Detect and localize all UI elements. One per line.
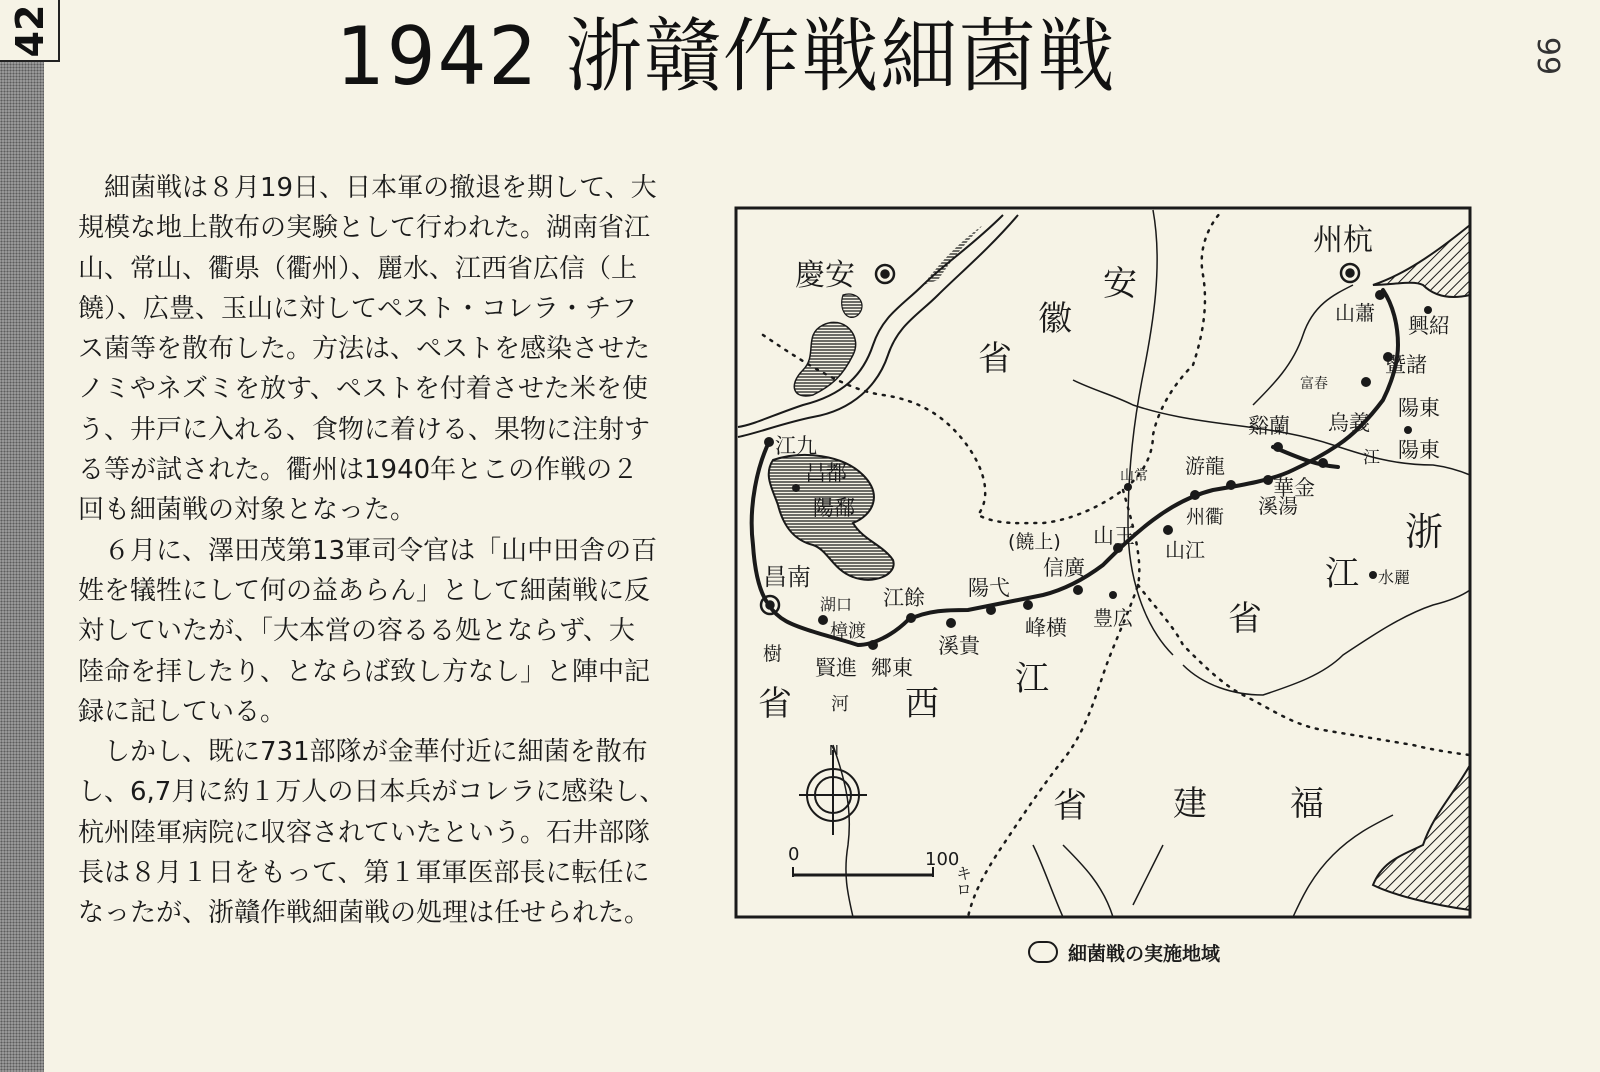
city-longyou: 游龍	[1185, 454, 1225, 478]
fujian-coast	[1373, 765, 1470, 910]
page-title: 1942 浙贛作戦細菌戦	[336, 10, 1117, 103]
label-zhejiang-2: 江	[1325, 554, 1359, 594]
body-text-line: 録に記している。	[78, 696, 287, 727]
river-label-jiang: 江	[1363, 448, 1380, 468]
city-hangzhou: 州杭	[1313, 223, 1373, 258]
body-text-line: 対していたが、「大本営の容るる処とならず、大	[78, 616, 635, 647]
body-text-line: 規模な地上散布の実験として行われた。湖南省江	[78, 213, 651, 244]
label-anhui-1: 安	[1103, 264, 1137, 304]
body-text-line: 長は８月１日をもって、第１軍軍医部長に転任に	[78, 858, 650, 889]
body-text-line: 饒）、広豊、玉山に対してペスト・コレラ・チフ	[78, 293, 638, 324]
city-guixi: 溪貴	[938, 634, 980, 658]
city-poyang: 陽鄱	[813, 496, 855, 520]
city-zhangshudu: 樟渡	[830, 621, 866, 642]
body-text-line: 姓を犠牲にして何の益あらん」として細菌戦に反	[78, 575, 651, 606]
body-text-line: 陸命を拝したり、とならば致し方なし」と陣中記	[78, 656, 651, 687]
label-jiangxi-3: 省	[758, 684, 792, 724]
scale-unit: キロ	[953, 865, 973, 897]
map-legend	[1028, 936, 1220, 968]
city-jiujiang: 江九	[775, 434, 817, 458]
city-dongyang-top: 陽東	[1398, 396, 1440, 420]
city-tangxi: 溪湯	[1258, 494, 1298, 518]
body-text-line: る等が試された。衢州は1940年とこの作戦の２	[78, 455, 639, 486]
scale-hundred: 100	[925, 849, 960, 870]
river-hatch	[923, 225, 983, 285]
page-number-left-text: 42	[8, 4, 52, 58]
river-label-fuchun: 富春	[1300, 376, 1328, 392]
city-lishui: 水麗	[1378, 568, 1411, 587]
lake-small	[842, 294, 862, 317]
city-yushan: 山玉	[1093, 524, 1135, 548]
body-text-line: し、6,7月に約１万人の日本兵がコレラに感染し、	[78, 777, 666, 808]
city-jinhua: 華金	[1273, 476, 1315, 500]
body-text-line: ６月に、澤田茂第13軍司令官は「山中田舎の百	[78, 535, 658, 566]
scale-zero: 0	[788, 844, 800, 865]
map-figure	[733, 205, 1473, 920]
body-text-line: ス菌等を散布した。方法は、ペストを感染させた	[78, 334, 651, 365]
scale-bar	[793, 867, 933, 877]
legend-label: 細菌戦の実施地域	[1068, 942, 1221, 965]
city-shaoxing: 興紹	[1408, 314, 1450, 338]
city-jiangshan: 山江	[1165, 538, 1205, 562]
body-text-line: 細菌戦は８月19日、日本軍の撤退を期して、大	[78, 173, 657, 203]
city-yiwu: 烏義	[1328, 411, 1370, 435]
city-yujiang: 江餘	[883, 586, 925, 610]
page-spine-shading	[0, 0, 44, 1072]
city-nanchang: 昌南	[763, 563, 811, 591]
city-xukou: 湖口	[820, 595, 853, 614]
page-number-left	[0, 0, 60, 62]
label-zhejiang-1: 浙	[1405, 510, 1444, 554]
label-fujian-1: 福	[1290, 784, 1324, 824]
city-yiyang: 陽弋	[968, 576, 1010, 600]
body-text-line: 杭州陸軍病院に収容されていたという。石井部隊	[78, 817, 651, 848]
city-zhangshu: 樹	[763, 643, 783, 665]
body-text-line: しかし、既に731部隊が金華付近に細菌を散布	[78, 737, 648, 768]
city-quzhou: 州衢	[1186, 506, 1225, 528]
river-label-he: 河	[831, 694, 849, 715]
hangzhou-bay	[1373, 225, 1470, 297]
city-hengfeng: 峰横	[1025, 616, 1067, 640]
body-text	[78, 168, 738, 934]
city-dongxiang: 郷東	[871, 656, 913, 680]
label-fujian-2: 建	[1173, 784, 1207, 824]
compass-north-label: N	[829, 744, 839, 759]
label-anhui-3: 省	[978, 339, 1012, 379]
city-dongyang: 陽東	[1398, 438, 1440, 462]
label-jiangxi-2: 西	[905, 684, 939, 724]
yangtze-river	[738, 215, 1018, 437]
city-shangrao: (饒上)	[1008, 531, 1061, 553]
label-zhejiang-3: 省	[1228, 599, 1262, 639]
city-jinxian: 賢進	[815, 656, 857, 680]
city-changshan: 山常	[1120, 468, 1148, 484]
body-text-line: う、井戸に入れる、食物に着ける、果物に注射す	[78, 414, 651, 445]
body-text-line: ノミやネズミを放す、ペストを付着させた米を使	[78, 374, 648, 405]
city-markers	[764, 290, 1432, 650]
city-anqing: 慶安	[795, 258, 855, 293]
compass-icon	[799, 750, 867, 835]
body-text-line: 回も細菌戦の対象となった。	[78, 495, 417, 526]
label-anhui-2: 徽	[1038, 299, 1072, 339]
page-number-right: 99	[1530, 36, 1566, 76]
city-guangxin: 信廣	[1043, 556, 1085, 580]
city-zhuji: 暨諸	[1385, 353, 1427, 377]
body-text-line: 山、常山、衢県（衢州）、麗水、江西省広信（上	[78, 253, 638, 284]
legend-area-symbol	[1028, 941, 1058, 963]
body-text-line: なったが、浙贛作戦細菌戦の処理は任せられた。	[78, 898, 651, 929]
city-guangfeng: 豊広	[1093, 606, 1133, 630]
city-xiaoshan: 山蕭	[1335, 301, 1375, 325]
label-jiangxi-1: 江	[1015, 659, 1049, 699]
label-fujian-3: 省	[1053, 786, 1087, 826]
city-lanxi: 谿蘭	[1248, 414, 1290, 438]
city-duchang: 昌都	[805, 461, 847, 485]
